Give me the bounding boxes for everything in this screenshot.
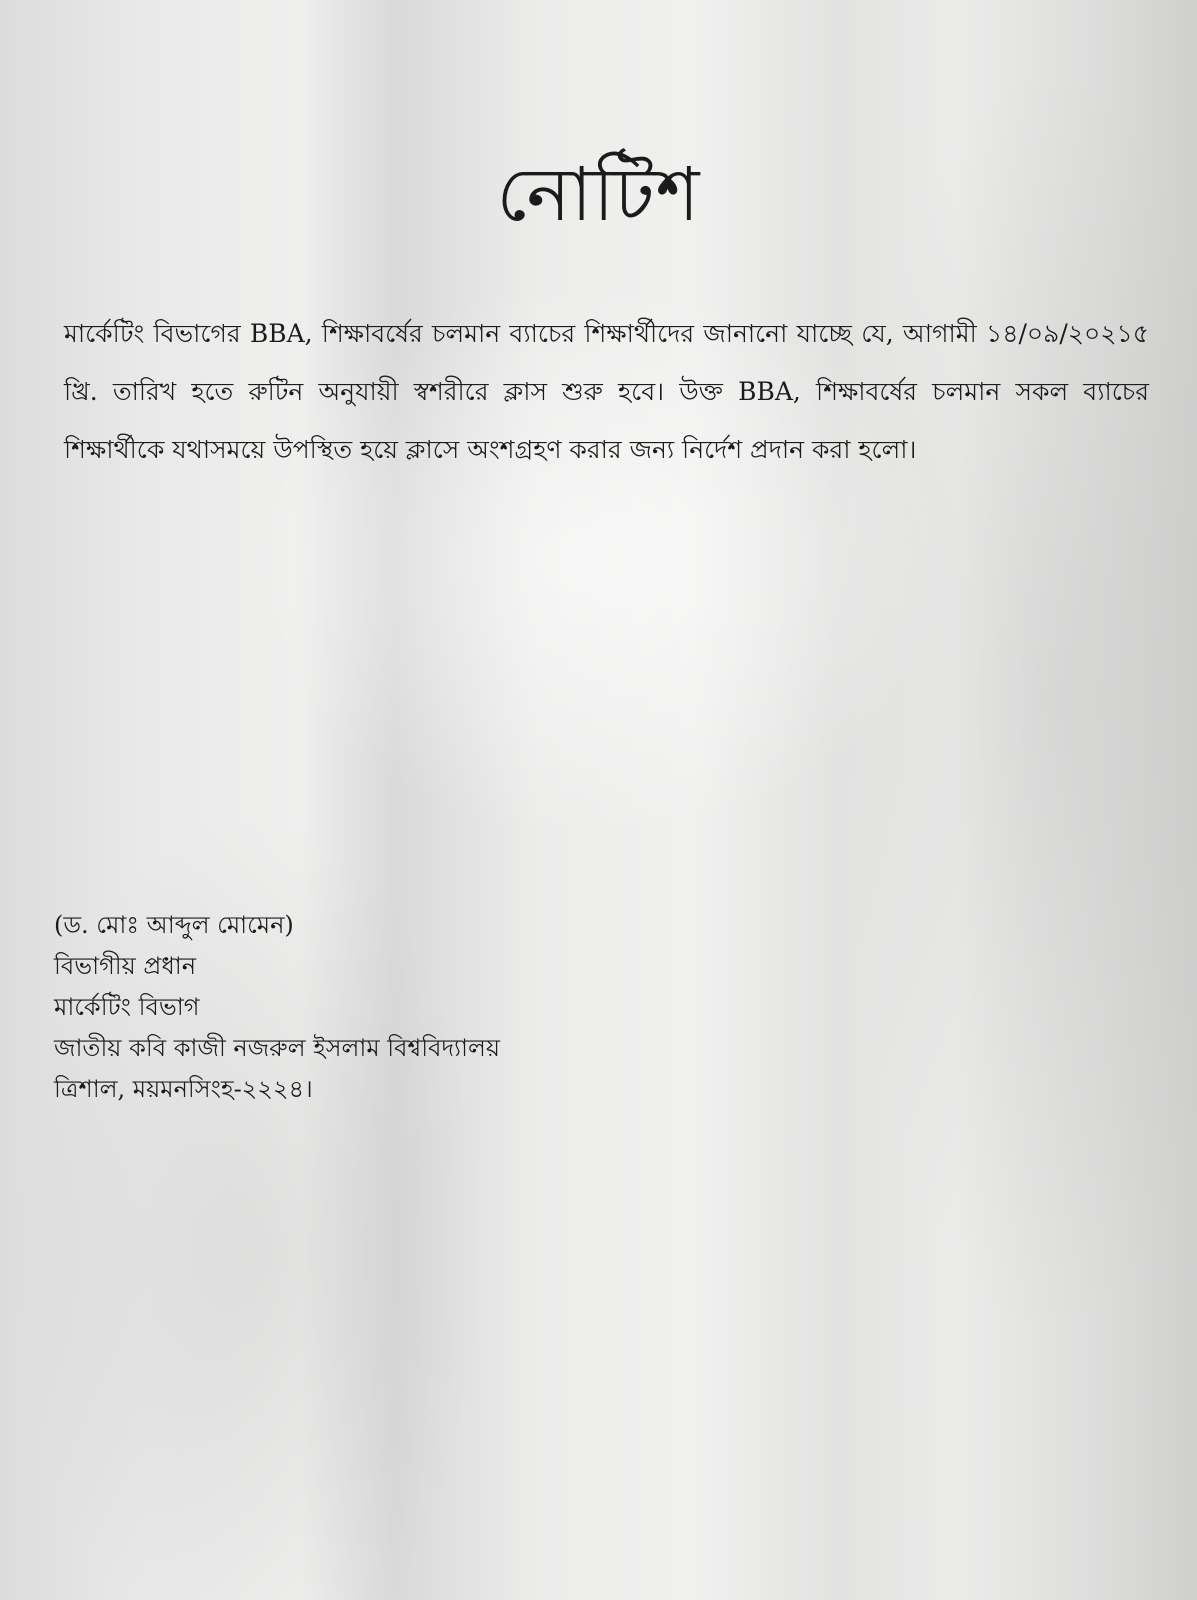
signatory-university: জাতীয় কবি কাজী নজরুল ইসলাম বিশ্ববিদ্যালয় <box>54 1034 500 1062</box>
signatory-name: (ড. মোঃ আব্দুল মোমেন) <box>54 911 294 939</box>
signatory-address: ত্রিশাল, ময়মনসিংহ-২২২৪। <box>54 1075 313 1103</box>
signature-block <box>54 905 754 1110</box>
signatory-designation: বিভাগীয় প্রধান <box>54 952 197 980</box>
notice-title: নোটিশ <box>496 152 701 238</box>
signatory-department: মার্কেটিং বিভাগ <box>54 993 200 1021</box>
notice-body: মার্কেটিং বিভাগের BBA, শিক্ষাবর্ষের চলমান ব্যাচের শিক্ষার্থীদের জানানো যাচ্ছে যে, আগামী ১৪/০৯/২০২১৫ খ্রি. তারিখ হতে রুটিন অনুযায়ী স্বশরীরে ক্লাস শুরু হবে। উক্ত BBA, শিক্ষাবর্ষের চলমান সকল ব্যাচের শিক্ষার্থীকে যথাসময়ে উপস্থিত হয়ে ক্লাসে অংশগ্রহণ করার জন্য নির্দেশ প্রদান করা হলো। <box>64 319 1149 464</box>
